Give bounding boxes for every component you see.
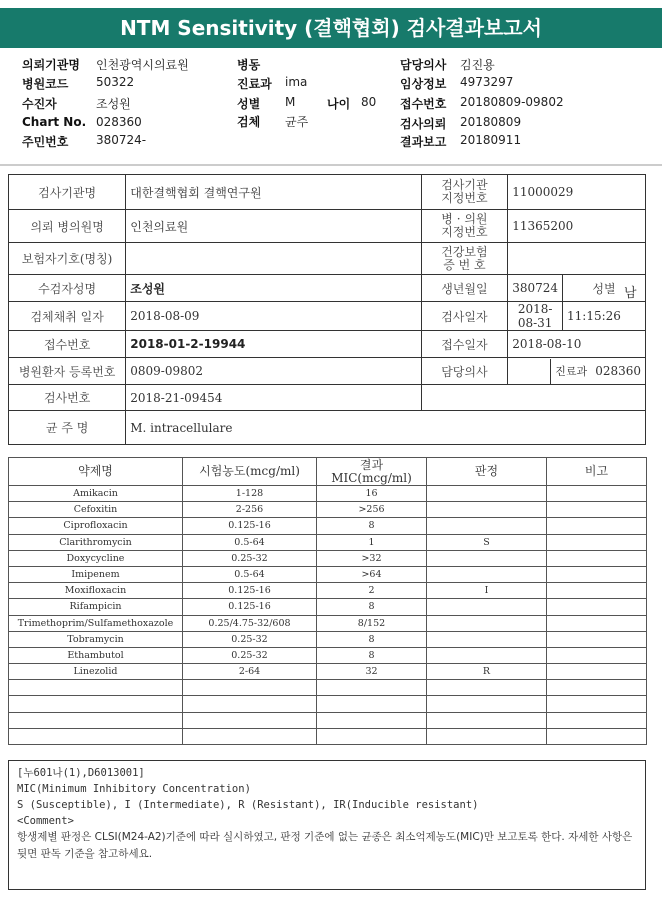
registration-number-label: 병원환자 등록번호 <box>9 358 126 385</box>
ward-label: 병동 <box>237 58 261 72</box>
result-note <box>547 647 647 663</box>
result-note <box>547 502 647 518</box>
specimen-label: 검체 <box>237 115 261 129</box>
insurer-label: 보험자기호(명칭) <box>9 243 126 275</box>
insurer-value <box>126 243 421 275</box>
result-note <box>547 583 647 599</box>
report-header <box>0 52 662 164</box>
col-mic-header: 결과 MIC(mcg/ml) <box>317 458 427 486</box>
result-mic: >32 <box>317 550 427 566</box>
result-conc: 0.5-64 <box>183 534 317 550</box>
receipt-no-label: 접수번호 <box>400 97 447 111</box>
result-judge <box>427 518 547 534</box>
empty-row <box>9 680 647 696</box>
result-mic: 8/152 <box>317 615 427 631</box>
empty-row <box>9 696 647 712</box>
result-note <box>547 615 647 631</box>
result-note <box>547 566 647 582</box>
result-conc: 0.5-64 <box>183 566 317 582</box>
result-conc: 2-256 <box>183 502 317 518</box>
patient-name-label: 수검자성명 <box>9 275 126 302</box>
result-drug: Ethambutol <box>9 647 183 663</box>
result-conc: 0.25-32 <box>183 631 317 647</box>
hospital-label: 의뢰기관명 <box>22 58 80 72</box>
result-note <box>547 534 647 550</box>
result-drug: Imipenem <box>9 566 183 582</box>
birth-date-label: 생년월일 <box>421 275 508 302</box>
requesting-hospital-no-label: 병 · 의원 지정번호 <box>421 210 508 243</box>
notes-box <box>8 760 646 890</box>
specimen-value: 균주 <box>285 115 309 129</box>
collection-date-value: 2018-08-09 <box>126 302 421 331</box>
patient-name-value: 조성원 <box>126 275 421 302</box>
hospital-code-label: 병원코드 <box>22 77 69 91</box>
result-conc: 0.25-32 <box>183 550 317 566</box>
requesting-hospital-label: 의뢰 병의원명 <box>9 210 126 243</box>
comment-label: <Comment> <box>17 815 74 827</box>
dept-label: 진료과 <box>237 77 272 91</box>
lab-value: 대한결핵협회 결핵연구원 <box>126 175 421 210</box>
result-drug: Clarithromycin <box>9 534 183 550</box>
attending-doctor-label: 담당의사 <box>421 358 508 385</box>
dept-value: ima <box>285 75 308 89</box>
clinical-info-label: 임상정보 <box>400 77 447 91</box>
result-conc: 0.125-16 <box>183 599 317 615</box>
result-mic: 16 <box>317 486 427 502</box>
sex-value: 남 <box>624 286 637 301</box>
result-conc: 1-128 <box>183 486 317 502</box>
result-mic: 8 <box>317 518 427 534</box>
result-drug: Amikacin <box>9 486 183 502</box>
result-mic: 8 <box>317 631 427 647</box>
department-label: 진료과 <box>550 359 591 384</box>
empty-row <box>9 728 647 744</box>
result-note <box>547 486 647 502</box>
comment-text: 항생제별 판정은 CLSI(M24-A2)기준에 따라 실시하였고, 판정 기준에 없는 균종은 최소억제농도(MIC)만 보고토록 한다. 자세한 사항은 뒷면 판독 기준을 참고하세요. <box>17 831 633 860</box>
result-row <box>9 631 647 647</box>
result-row <box>9 486 647 502</box>
result-mic: >64 <box>317 566 427 582</box>
receipt-number-value: 2018-01-2-19944 <box>126 331 421 358</box>
result-drug: Ciprofloxacin <box>9 518 183 534</box>
result-judge: S <box>427 534 547 550</box>
result-mic: 2 <box>317 583 427 599</box>
test-date-label: 검사일자 <box>421 302 508 331</box>
result-row <box>9 550 647 566</box>
empty-row <box>9 712 647 728</box>
test-request-value: 20180809 <box>460 115 522 129</box>
result-row <box>9 583 647 599</box>
test-number-value: 2018-21-09454 <box>126 385 421 411</box>
patient-info-table <box>8 174 646 445</box>
id-no-value: 380724- <box>96 133 147 147</box>
doctor-value: 김진용 <box>460 58 495 72</box>
insurance-code: [누601나(1),D6013001] <box>17 767 145 779</box>
result-mic: 1 <box>317 534 427 550</box>
lab-no-value: 11000029 <box>508 175 646 210</box>
result-conc: 0.125-16 <box>183 583 317 599</box>
receipt-no-value: 20180809-09802 <box>460 95 564 109</box>
result-drug: Linezolid <box>9 664 183 680</box>
report-date-label: 결과보고 <box>400 135 447 149</box>
result-conc: 2-64 <box>183 664 317 680</box>
result-judge <box>427 566 547 582</box>
result-judge <box>427 631 547 647</box>
col-concentration-header: 시험농도(mcg/ml) <box>183 458 317 486</box>
result-judge <box>427 502 547 518</box>
patient-label: 수진자 <box>22 97 57 111</box>
clinical-info-value: 4973297 <box>460 75 514 89</box>
lab-label: 검사기관명 <box>9 175 126 210</box>
result-row <box>9 647 647 663</box>
result-row <box>9 566 647 582</box>
result-note <box>547 631 647 647</box>
result-mic: 8 <box>317 647 427 663</box>
result-judge: I <box>427 583 547 599</box>
result-note <box>547 599 647 615</box>
mic-definition: MIC(Minimum Inhibitory Concentration) <box>17 783 251 795</box>
strain-label: 균 주 명 <box>9 411 126 445</box>
strain-value: M. intracellulare <box>126 411 646 445</box>
health-insurance-value <box>508 243 646 275</box>
result-drug: Doxycycline <box>9 550 183 566</box>
col-note-header: 비고 <box>547 458 647 486</box>
lab-no-label: 검사기관 지정번호 <box>421 175 508 210</box>
requesting-hospital-value: 인천의료원 <box>126 210 421 243</box>
result-row <box>9 534 647 550</box>
chart-no-label: Chart No. <box>22 115 87 129</box>
result-conc: 0.25/4.75-32/608 <box>183 615 317 631</box>
report-title: NTM Sensitivity (결핵협회) 검사결과보고서 <box>0 8 662 48</box>
result-drug: Trimethoprim/Sulfamethoxazole <box>9 615 183 631</box>
sex-label: 성별 <box>237 97 261 111</box>
id-no-label: 주민번호 <box>22 135 69 149</box>
result-conc: 0.125-16 <box>183 518 317 534</box>
result-row <box>9 664 647 680</box>
registration-number-value: 0809-09802 <box>126 358 421 385</box>
sex-value: M <box>285 95 296 109</box>
report-date-value: 20180911 <box>460 133 522 147</box>
receipt-date-value: 2018-08-10 <box>508 331 646 358</box>
result-conc: 0.25-32 <box>183 647 317 663</box>
result-note <box>547 664 647 680</box>
result-judge <box>427 599 547 615</box>
result-row <box>9 518 647 534</box>
result-drug: Cefoxitin <box>9 502 183 518</box>
susceptibility-table <box>8 457 647 745</box>
result-mic: 8 <box>317 599 427 615</box>
birth-date-value: 380724 <box>508 275 563 302</box>
result-drug: Moxifloxacin <box>9 583 183 599</box>
result-row <box>9 599 647 615</box>
result-drug: Rifampicin <box>9 599 183 615</box>
result-judge <box>427 615 547 631</box>
result-note <box>547 518 647 534</box>
chart-no-value: 028360 <box>96 115 142 129</box>
test-date-value: 2018-08-31 <box>508 302 563 331</box>
receipt-date-label: 접수일자 <box>421 331 508 358</box>
col-judgement-header: 판정 <box>427 458 547 486</box>
result-mic: 32 <box>317 664 427 680</box>
doctor-label: 담당의사 <box>400 58 447 72</box>
sex-label: 성별 <box>563 275 646 302</box>
age-value: 80 <box>361 95 377 109</box>
department-value: 028360 <box>595 364 641 378</box>
test-number-label: 검사번호 <box>9 385 126 411</box>
health-insurance-label: 건강보험 증 번 호 <box>421 243 508 275</box>
result-mic: >256 <box>317 502 427 518</box>
header-divider <box>0 164 662 166</box>
hospital-code-value: 50322 <box>96 75 135 89</box>
receipt-number-label: 접수번호 <box>9 331 126 358</box>
col-drug-header: 약제명 <box>9 458 183 486</box>
hospital-value: 인천광역시의료원 <box>96 58 189 72</box>
result-row <box>9 502 647 518</box>
patient-value: 조성원 <box>96 97 131 111</box>
judgement-legend: S (Susceptible), I (Intermediate), R (Resistant), IR(Inducible resistant) <box>17 799 479 811</box>
age-label: 나이 <box>327 97 351 111</box>
result-drug: Tobramycin <box>9 631 183 647</box>
test-time-value: 11:15:26 <box>563 302 646 331</box>
test-request-label: 검사의뢰 <box>400 117 447 131</box>
collection-date-label: 검체채취 일자 <box>9 302 126 331</box>
result-judge <box>427 647 547 663</box>
requesting-hospital-no-value: 11365200 <box>508 210 646 243</box>
result-row <box>9 615 647 631</box>
result-note <box>547 550 647 566</box>
result-judge <box>427 486 547 502</box>
result-judge <box>427 550 547 566</box>
result-judge: R <box>427 664 547 680</box>
